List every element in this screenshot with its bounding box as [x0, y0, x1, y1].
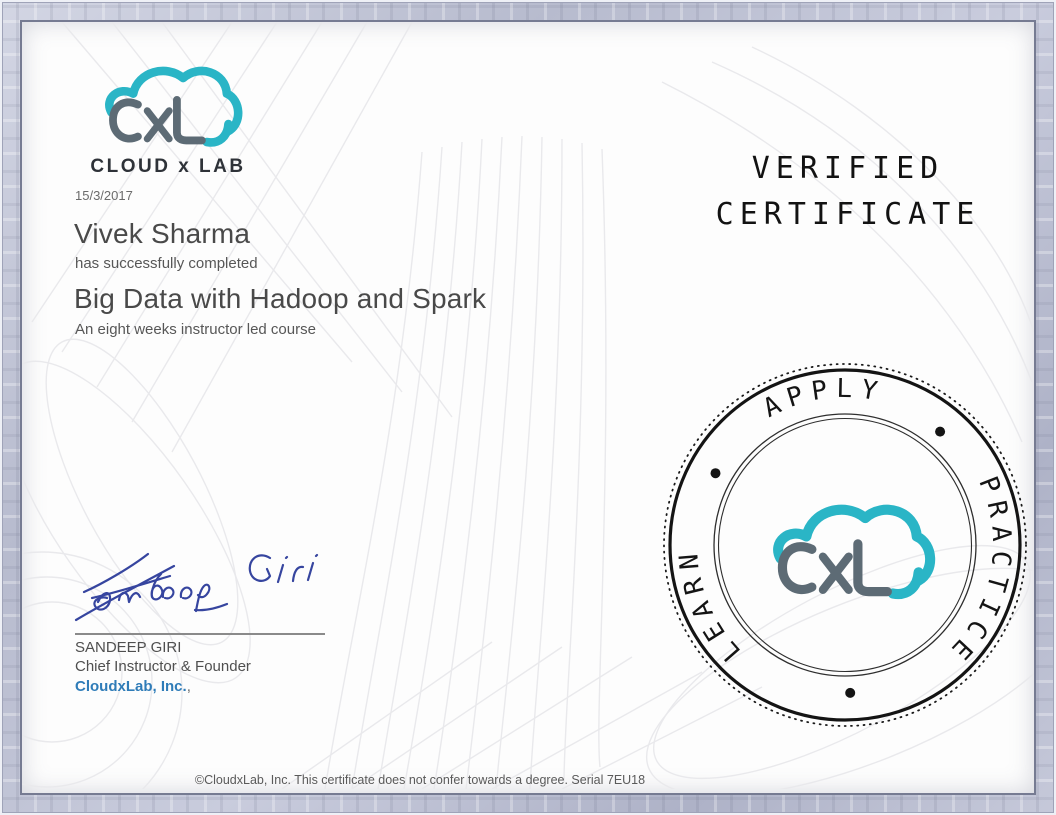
signature-line	[75, 633, 325, 635]
seal-separator-dot	[935, 427, 945, 437]
seal-word-apply: APPLY	[758, 373, 888, 424]
seal-cxl-logo-icon	[778, 510, 930, 594]
seal-inner-ring-2	[719, 419, 972, 672]
certificate-paper	[20, 20, 1036, 795]
course-title: Big Data with Hadoop and Spark	[74, 283, 487, 314]
seal-word-learn: LEARN	[673, 544, 747, 667]
signatory-organization	[75, 678, 191, 695]
footer-disclaimer: ©CloudxLab, Inc. This certificate does not confer towards a degree. Serial 7EU18	[194, 773, 646, 787]
cloudxlab-link[interactable]: CloudxLab, Inc.	[75, 678, 187, 695]
course-subtitle: An eight weeks instructor led course	[75, 321, 316, 338]
certificate-word: CERTIFICATE	[715, 197, 981, 232]
issue-date: 15/3/2017	[75, 188, 133, 203]
seal-outer-ring	[670, 370, 1020, 720]
signatory-title: Chief Instructor & Founder	[75, 658, 251, 675]
signature-handwriting	[70, 542, 330, 637]
verified-word: VERIFIED	[751, 151, 945, 186]
cloudxlab-logo-icon	[88, 48, 244, 158]
verified-certificate-heading	[622, 146, 1036, 238]
seal-separator-dot	[711, 468, 721, 478]
completion-text: has successfully completed	[75, 255, 258, 272]
seal-separator-dot	[845, 688, 855, 698]
signatory-name: SANDEEP GIRI	[75, 639, 182, 656]
recipient-name: Vivek Sharma	[74, 218, 251, 249]
learn-apply-practice-seal	[655, 355, 1035, 735]
seal-word-practice: PRACTICE	[939, 472, 1017, 671]
brand-wordmark: CLOUD x LAB	[90, 156, 246, 177]
seal-inner-ring-1	[714, 414, 976, 676]
organization-suffix: ,	[186, 678, 191, 695]
